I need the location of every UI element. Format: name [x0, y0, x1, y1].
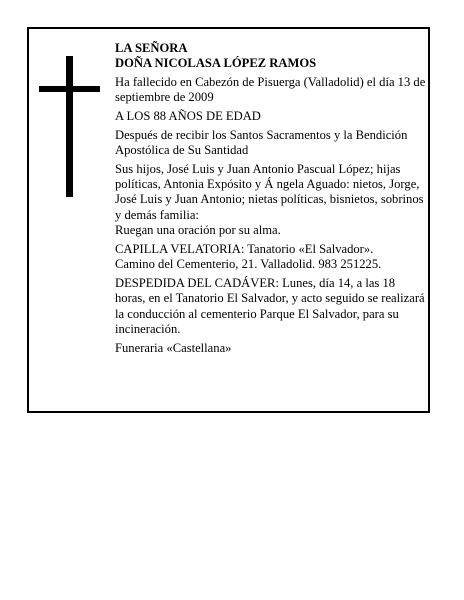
deceased-name: DOÑA NICOLASA LÓPEZ RAMOS	[115, 56, 317, 71]
notice-title: LA SEÑORA	[115, 41, 188, 55]
farewell-info: DESPEDIDA DEL CADÁVER: Lunes, día 14, a las 18 horas, en el Tanatorio El Salvador, y acto seguido se realizará la conducción al cementerio Parque El Salvador, para su incineración.	[115, 275, 425, 337]
cross-vertical-bar	[66, 56, 73, 197]
notice-text	[115, 41, 427, 359]
sacraments-statement: Después de recibir los Santos Sacramentos y la Bendición Apostólica de Su Santidad	[115, 127, 408, 157]
prayer-request: Ruegan una oración por su alma.	[115, 223, 281, 238]
obituary-notice	[27, 27, 430, 413]
funeral-home: Funeraria «Castellana»	[115, 340, 232, 355]
death-statement: Ha fallecido en Cabezón de Pisuerga (Valladolid) el día 13 de septiembre de 2009	[115, 75, 426, 105]
chapel-info: CAPILLA VELATORIA: Tanatorio «El Salvador».	[115, 241, 374, 256]
chapel-address: Camino del Cementerio, 21. Valladolid. 983 251225.	[115, 257, 382, 272]
cross-horizontal-bar	[39, 86, 100, 92]
age-statement: A LOS 88 AÑOS DE EDAD	[115, 109, 261, 123]
family-statement: Sus hijos, José Luis y Juan Antonio Pascual López; hijas políticas, Antonia Expósito y Á ngela Aguado: nietos, Jorge, José Luis y Juan Antonio; nietas políticas, bisnietos, sobrinos y demás familia:	[115, 161, 424, 222]
